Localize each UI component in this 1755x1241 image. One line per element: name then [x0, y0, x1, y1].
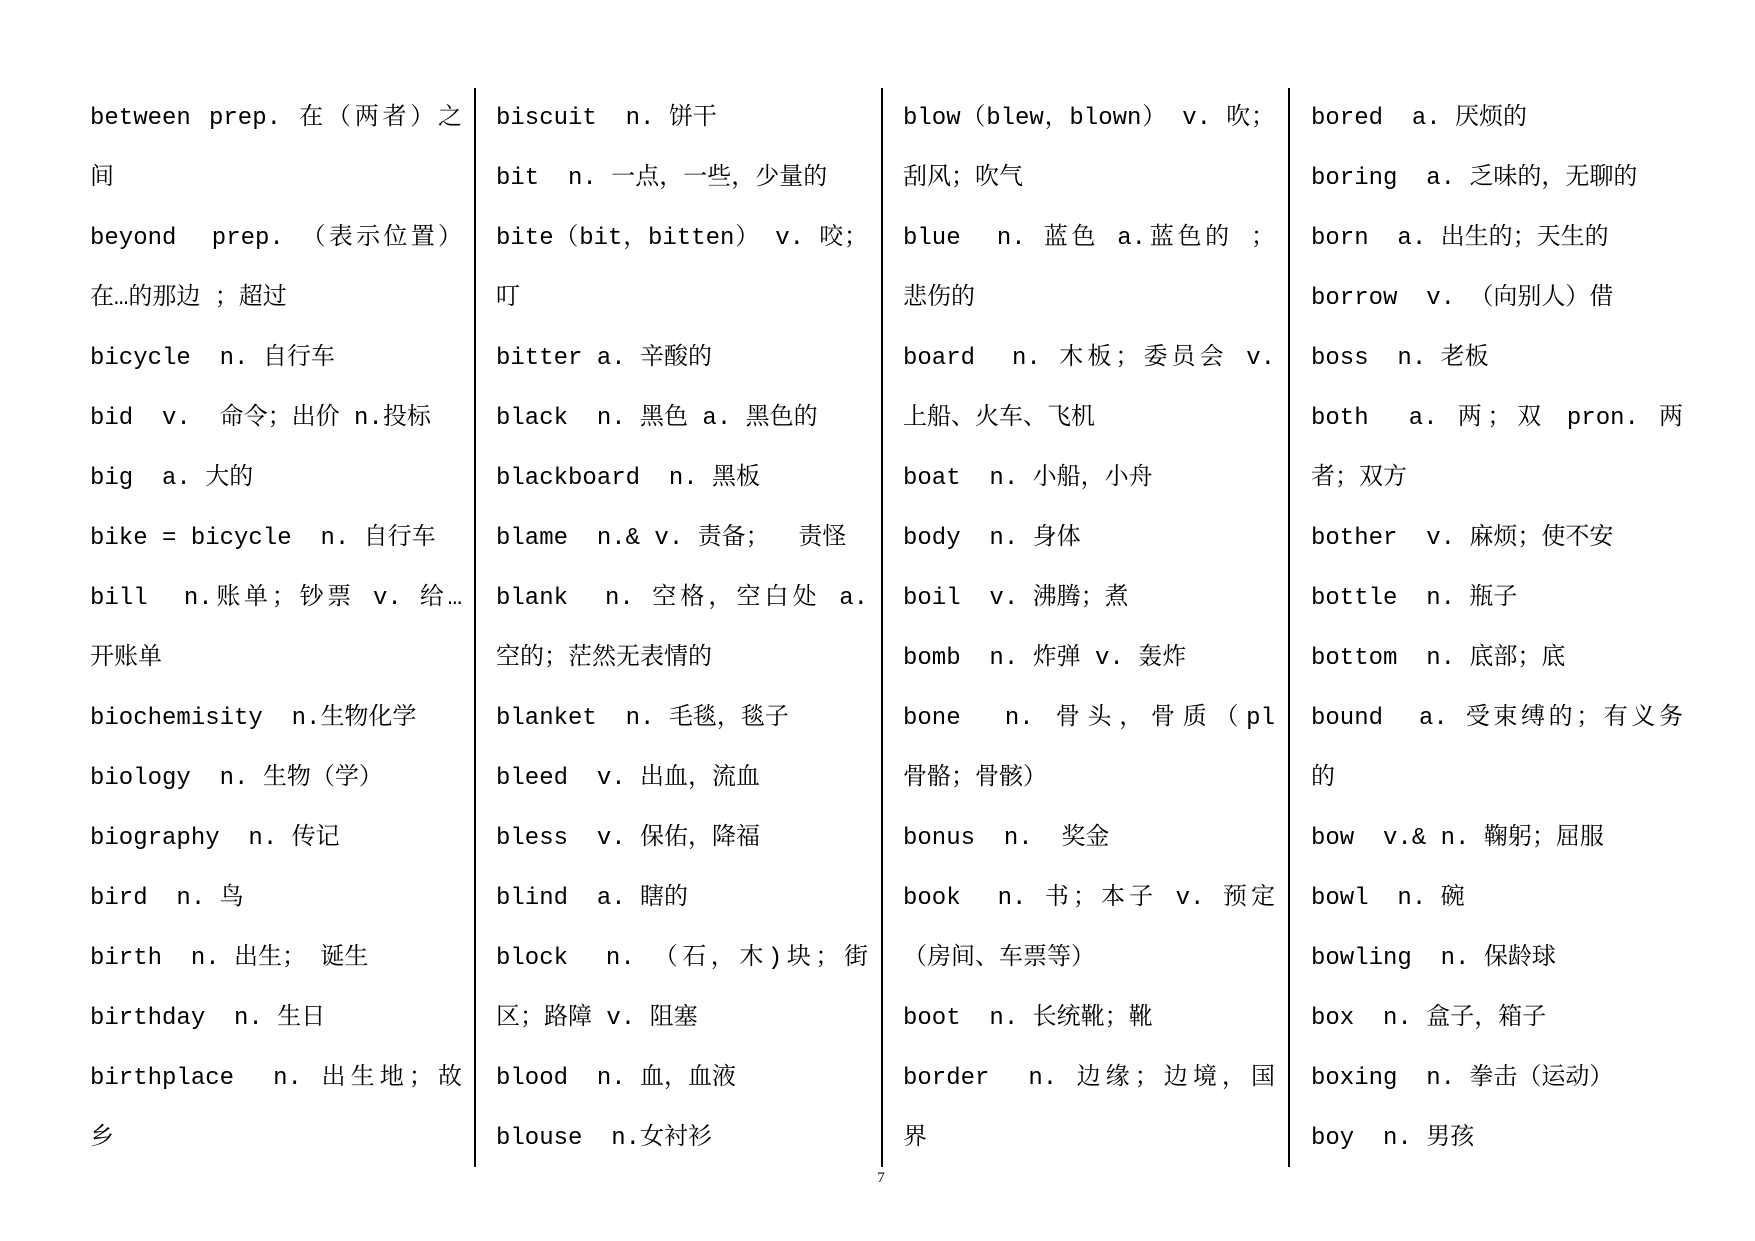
vocab-entry [1311, 869, 1683, 929]
entry-line: biochemisity n.生物化学 [90, 705, 417, 732]
entry-line: boil v. 沸腾；煮 [903, 585, 1129, 612]
entry-line: biology n. 生物（学） [90, 765, 383, 792]
vocab-entry [1311, 89, 1683, 149]
entry-continuation-line: 区；路障 v. 阻塞 [496, 1005, 698, 1032]
vocab-entry [496, 89, 868, 149]
entry-line: bound a. 受束缚的；有义务 [1311, 705, 1683, 732]
vocab-entry [496, 389, 868, 449]
vocab-entry [496, 869, 868, 929]
vocab-entry [903, 1049, 1275, 1169]
entry-line: blow（blew，blown） v. 吹； [903, 105, 1275, 132]
vocab-entry [1311, 809, 1683, 869]
entry-line: boring a. 乏味的，无聊的 [1311, 165, 1638, 192]
column-divider [474, 88, 476, 1167]
vocab-entry [496, 449, 868, 509]
entry-line: born a. 出生的；天生的 [1311, 225, 1609, 252]
entry-continuation-line: 开账单 [90, 645, 162, 672]
entry-line: borrow v. （向别人）借 [1311, 285, 1614, 312]
entry-line: birth n. 出生； 诞生 [90, 945, 369, 972]
vocab-entry [496, 329, 868, 389]
entry-line: box n. 盒子，箱子 [1311, 1005, 1547, 1032]
entry-continuation-line: 空的；茫然无表情的 [496, 645, 712, 672]
column-divider [881, 88, 883, 1167]
vocab-entry [903, 509, 1275, 569]
entry-line: blouse n.女衬衫 [496, 1125, 713, 1152]
entry-line: black n. 黑色 a. 黑色的 [496, 405, 818, 432]
vocab-column-3 [903, 89, 1275, 1169]
vocab-entry [903, 209, 1275, 329]
entry-line: blame n.& v. 责备； 责怪 [496, 525, 847, 552]
vocab-entry [1311, 1049, 1683, 1109]
entry-line: bleed v. 出血，流血 [496, 765, 761, 792]
entry-continuation-line: 叮 [496, 285, 520, 312]
entry-continuation-line: 悲伤的 [903, 285, 975, 312]
vocab-entry [496, 689, 868, 749]
vocab-entry [903, 869, 1275, 989]
vocab-entry [903, 809, 1275, 869]
entry-line: board n. 木板；委员会 v. [903, 345, 1275, 372]
entry-line: blank n. 空格，空白处 a. [496, 585, 868, 612]
vocab-entry [496, 569, 868, 689]
vocab-entry [496, 809, 868, 869]
vocab-entry [496, 209, 868, 329]
entry-line: between prep. 在（两者）之 [90, 105, 462, 132]
entry-continuation-line: 界 [903, 1125, 927, 1152]
vocab-entry [90, 89, 462, 209]
entry-line: bomb n. 炸弹 v. 轰炸 [903, 645, 1187, 672]
entry-line: beyond prep. （表示位置） [90, 225, 462, 252]
entry-line: biscuit n. 饼干 [496, 105, 717, 132]
vocab-entry [1311, 209, 1683, 269]
vocab-entry [903, 89, 1275, 209]
entry-line: bottle n. 瓶子 [1311, 585, 1518, 612]
entry-line: bill n.账单；钞票 v. 给… [90, 585, 462, 612]
entry-line: blood n. 血，血液 [496, 1065, 737, 1092]
vocab-entry [90, 809, 462, 869]
vocab-entry [496, 749, 868, 809]
vocab-entry [903, 989, 1275, 1049]
entry-line: both a. 两；双 pron. 两 [1311, 405, 1683, 432]
entry-continuation-line: 者；双方 [1311, 465, 1407, 492]
page-number: 7 [877, 1170, 885, 1186]
vocab-entry [90, 569, 462, 689]
vocab-entry [90, 869, 462, 929]
vocab-entry [1311, 149, 1683, 209]
vocab-entry [90, 989, 462, 1049]
entry-continuation-line: 乡 [90, 1125, 114, 1152]
entry-line: birthday n. 生日 [90, 1005, 326, 1032]
vocab-column-2 [496, 89, 868, 1169]
vocab-entry [903, 449, 1275, 509]
entry-line: bone n. 骨头，骨质（pl [903, 705, 1275, 732]
vocab-entry [903, 629, 1275, 689]
entry-line: bonus n. 奖金 [903, 825, 1110, 852]
vocab-entry [90, 929, 462, 989]
vocab-entry [1311, 269, 1683, 329]
entry-line: bowl n. 碗 [1311, 885, 1465, 912]
entry-line: blue n. 蓝色 a.蓝色的 ； [903, 225, 1275, 252]
vocab-entry [90, 509, 462, 569]
entry-line: blackboard n. 黑板 [496, 465, 761, 492]
vocab-entry [496, 509, 868, 569]
vocab-entry [1311, 1109, 1683, 1169]
entry-line: bowling n. 保龄球 [1311, 945, 1556, 972]
entry-line: book n. 书；本子 v. 预定 [903, 885, 1275, 912]
entry-continuation-line: 上船、火车、飞机 [903, 405, 1095, 432]
vocab-entry [496, 1109, 868, 1169]
entry-continuation-line: 骨骼；骨骸） [903, 765, 1047, 792]
vocab-entry [90, 749, 462, 809]
vocab-entry [1311, 569, 1683, 629]
vocab-entry [496, 929, 868, 1049]
vocab-entry [1311, 989, 1683, 1049]
entry-line: biography n. 传记 [90, 825, 340, 852]
entry-continuation-line: 在…的那边 ；超过 [90, 285, 287, 312]
entry-continuation-line: 刮风；吹气 [903, 165, 1023, 192]
vocab-entry [90, 209, 462, 329]
vocab-entry [1311, 629, 1683, 689]
vocab-entry [1311, 329, 1683, 389]
entry-line: bow v.& n. 鞠躬；屈服 [1311, 825, 1604, 852]
column-divider [1288, 88, 1290, 1167]
entry-line: boss n. 老板 [1311, 345, 1489, 372]
entry-line: bike = bicycle n. 自行车 [90, 525, 436, 552]
vocab-entry [1311, 509, 1683, 569]
entry-line: block n. （石，木)块；街 [496, 945, 868, 972]
entry-line: bit n. 一点，一些，少量的 [496, 165, 828, 192]
entry-line: bottom n. 底部；底 [1311, 645, 1566, 672]
entry-line: bicycle n. 自行车 [90, 345, 335, 372]
entry-line: bored a. 厌烦的 [1311, 105, 1528, 132]
entry-line: bird n. 鸟 [90, 885, 244, 912]
entry-line: bless v. 保佑，降福 [496, 825, 761, 852]
vocab-entry [90, 329, 462, 389]
vocab-column-4 [1311, 89, 1683, 1169]
vocab-entry [1311, 929, 1683, 989]
vocab-entry [496, 149, 868, 209]
entry-line: big a. 大的 [90, 465, 254, 492]
entry-line: blanket n. 毛毯，毯子 [496, 705, 789, 732]
vocab-entry [903, 689, 1275, 809]
entry-line: boot n. 长统靴；靴 [903, 1005, 1153, 1032]
vocab-entry [90, 689, 462, 749]
vocab-entry [90, 1049, 462, 1169]
entry-line: boxing n. 拳击（运动） [1311, 1065, 1614, 1092]
entry-continuation-line: （房间、车票等） [903, 945, 1095, 972]
vocab-entry [90, 449, 462, 509]
entry-line: boy n. 男孩 [1311, 1125, 1475, 1152]
entry-continuation-line: 间 [90, 165, 114, 192]
vocab-entry [496, 1049, 868, 1109]
entry-line: body n. 身体 [903, 525, 1081, 552]
vocab-entry [1311, 689, 1683, 809]
vocab-entry [903, 329, 1275, 449]
entry-continuation-line: 的 [1311, 765, 1335, 792]
entry-line: border n. 边缘；边境，国 [903, 1065, 1275, 1092]
entry-line: bother v. 麻烦；使不安 [1311, 525, 1614, 552]
entry-line: birthplace n. 出生地；故 [90, 1065, 462, 1092]
entry-line: bitter a. 辛酸的 [496, 345, 713, 372]
vocab-entry [90, 389, 462, 449]
vocab-column-1 [90, 89, 462, 1169]
vocab-entry [1311, 389, 1683, 509]
entry-line: boat n. 小船，小舟 [903, 465, 1153, 492]
entry-line: bid v. 命令；出价 n.投标 [90, 405, 431, 432]
entry-line: bite（bit，bitten） v. 咬； [496, 225, 868, 252]
entry-line: blind a. 瞎的 [496, 885, 689, 912]
vocab-entry [903, 569, 1275, 629]
